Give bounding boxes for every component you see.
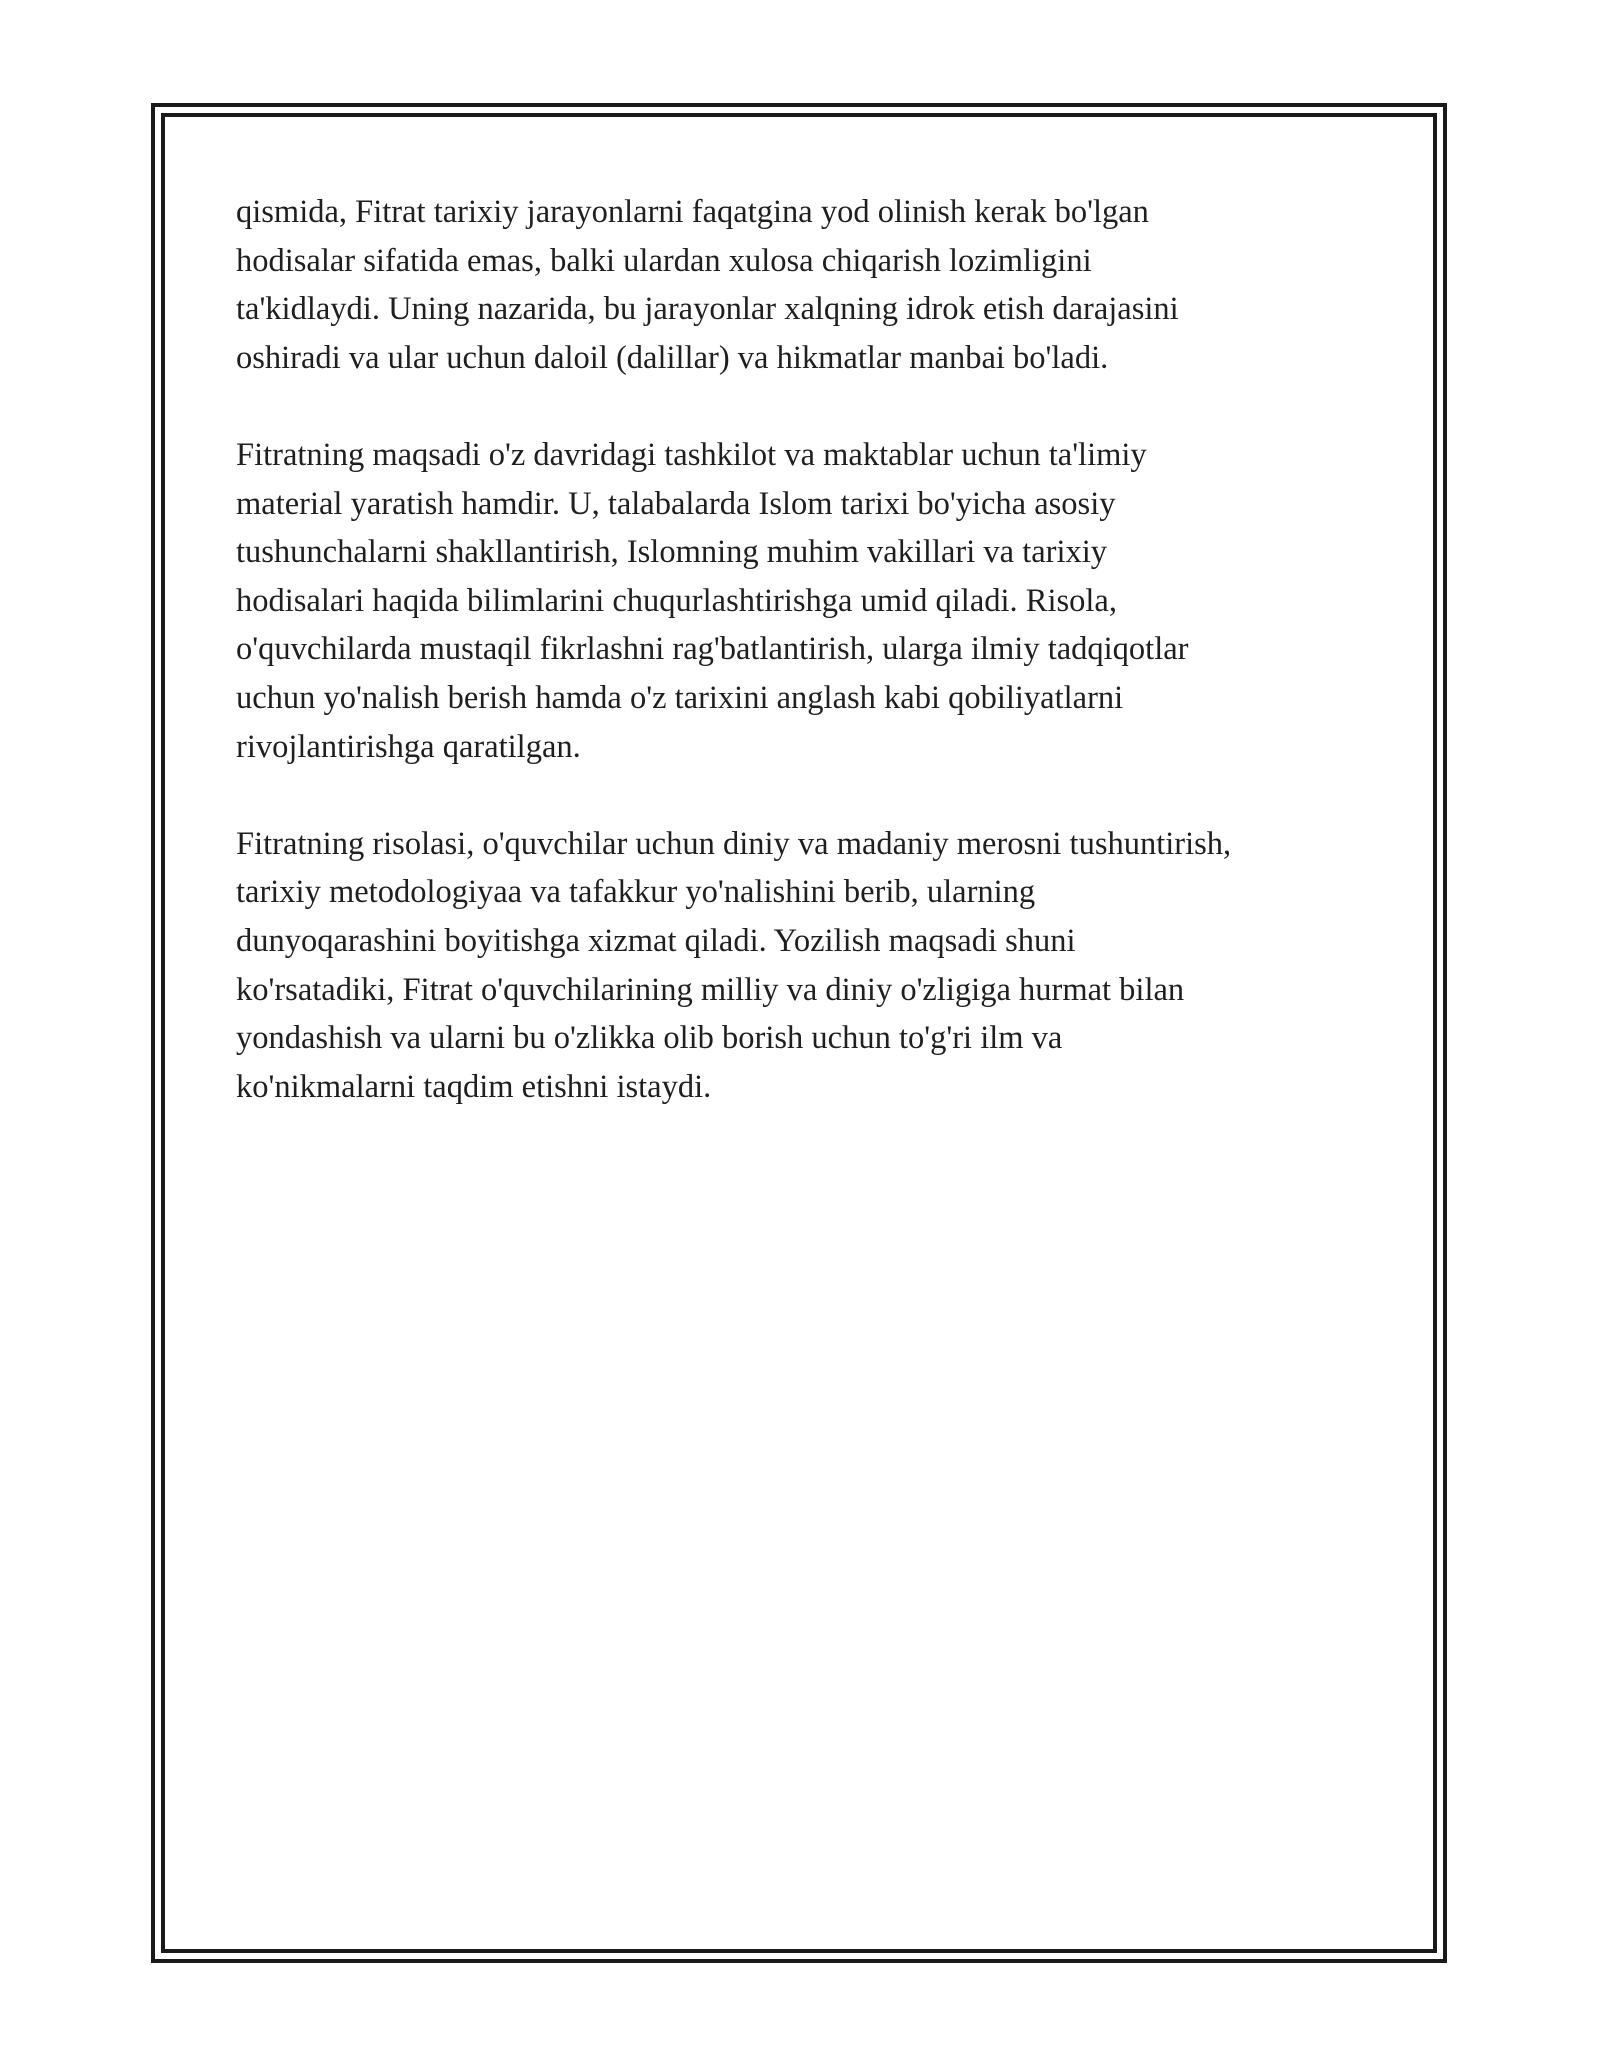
text-line: yondashish va ularni bu o'zlikka olib borish uchun to'g'ri ilm va <box>236 1020 1063 1057</box>
text-line: tarixiy metodologiyaa va tafakkur yo'nalishini berib, ularning <box>236 874 1036 911</box>
document-body <box>236 188 1376 1160</box>
text-line: rivojlantirishga qaratilgan. <box>236 728 581 765</box>
text-line: ko'nikmalarni taqdim etishni istaydi. <box>236 1068 712 1105</box>
text-line: material yaratish hamdir. U, talabalarda Islom tarixi bo'yicha asosiy <box>236 485 1116 522</box>
text-line: tushunchalarni shakllantirish, Islomning muhim vakillari va tarixiy <box>236 534 1108 571</box>
paragraph-3 <box>236 820 1376 1112</box>
text-line: Fitratning risolasi, o'quvchilar uchun diniy va madaniy merosni tushuntirish, <box>236 825 1232 862</box>
text-line: ta'kidlaydi. Uning nazarida, bu jarayonlar xalqning idrok etish darajasini <box>236 291 1179 328</box>
paragraph-2 <box>236 431 1376 771</box>
text-line: ko'rsatadiki, Fitrat o'quvchilarining milliy va diniy o'zligiga hurmat bilan <box>236 971 1185 1008</box>
text-line: dunyoqarashini boyitishga xizmat qiladi. Yozilish maqsadi shuni <box>236 922 1076 959</box>
text-line: o'quvchilarda mustaqil fikrlashni rag'batlantirish, ularga ilmiy tadqiqotlar <box>236 631 1189 668</box>
text-line: Fitratning maqsadi o'z davridagi tashkilot va maktablar uchun ta'limiy <box>236 436 1147 473</box>
text-line: oshiradi va ular uchun daloil (dalillar) va hikmatlar manbai bo'ladi. <box>236 339 1109 376</box>
paragraph-1 <box>236 188 1376 382</box>
text-line: qismida, Fitrat tarixiy jarayonlarni faqatgina yod olinish kerak bo'lgan <box>236 194 1149 230</box>
text-line: hodisalari haqida bilimlarini chuqurlashtirishga umid qiladi. Risola, <box>236 582 1117 619</box>
text-line: uchun yo'nalish berish hamda o'z tarixini anglash kabi qobiliyatlarni <box>236 679 1124 716</box>
text-line: hodisalar sifatida emas, balki ulardan xulosa chiqarish lozimligini <box>236 242 1092 279</box>
